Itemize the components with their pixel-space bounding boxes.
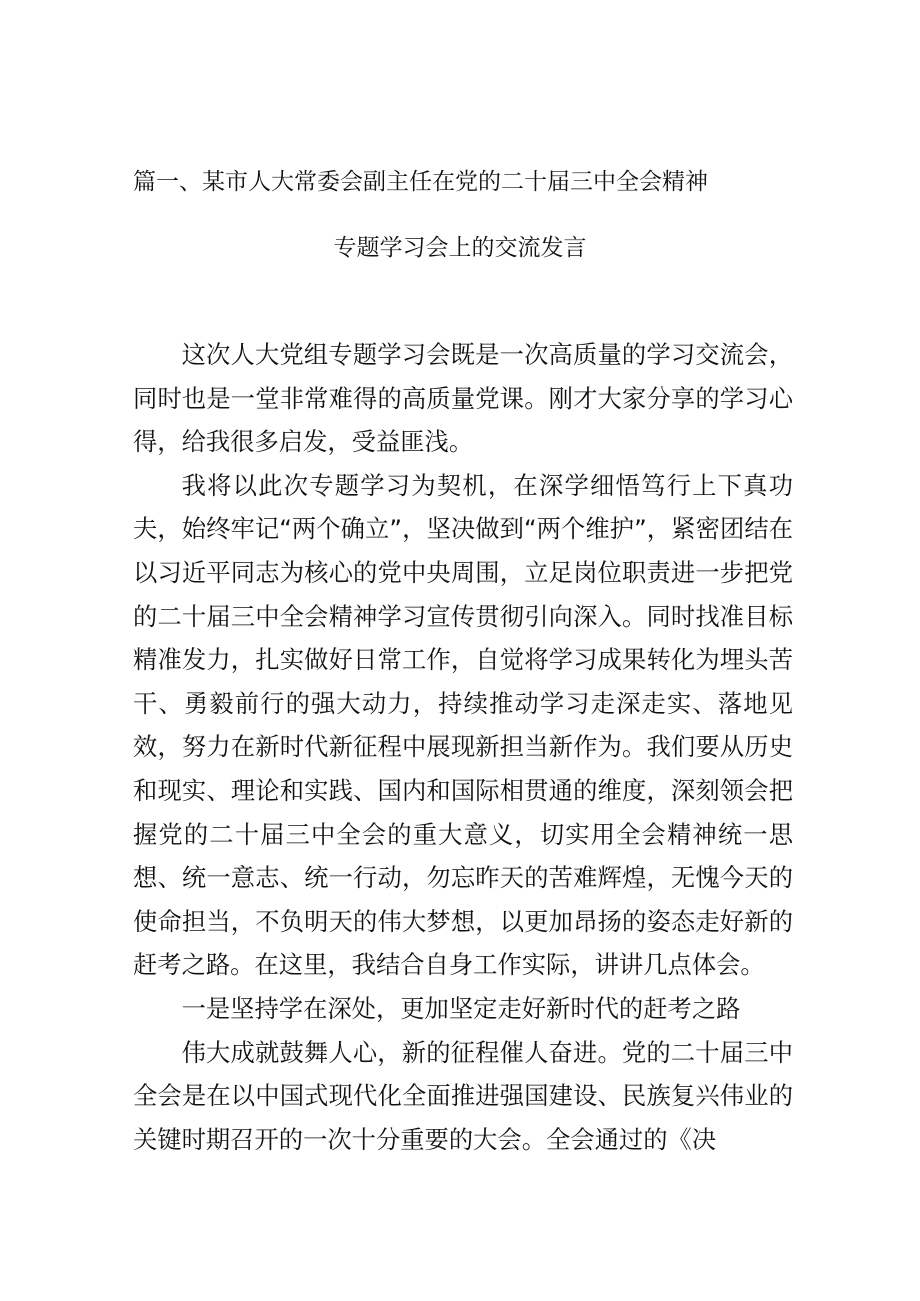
document-title: 篇一、某市人大常委会副主任在党的二十届三中全会精神: [133, 169, 708, 195]
paragraph-intro: 这次人大党组专题学习会既是一次高质量的学习交流会，同时也是一堂非常难得的高质量党课。刚才大家分享的学习心得，给我很多启发，受益匪浅。: [133, 340, 793, 457]
document-body: [133, 333, 793, 1161]
document-subtitle: 专题学习会上的交流发言: [333, 235, 587, 261]
paragraph-section-1: 伟大成就鼓舞人心，新的征程催人奋进。党的二十届三中全会是在以中国式现代化全面推进强国建设、民族复兴伟业的关键时期召开的一次十分重要的大会。全会通过的《决: [133, 1037, 793, 1154]
paragraph-commitment: 我将以此次专题学习为契机，在深学细悟笃行上下真功夫，始终牢记“两个确立”，坚决做到“两个维护”，紧密团结在以习近平同志为核心的党中央周围，立足岗位职责进一步把党的二十届三中全会精神学习宣传贯彻引向深入。同时找准目标精准发力，扎实做好日常工作，自觉将学习成果转化为埋头苦干、勇毅前行的强大动力，持续推动学习走深走实、落地见效，努力在新时代新征程中展现新担当新作为。我们要从历史和现实、理论和实践、国内和国际相贯通的维度，深刻领会把握党的二十届三中全会的重大意义，切实用全会精神统一思想、统一意志、统一行动，勿忘昨天的苦难辉煌，无愧今天的使命担当，不负明天的伟大梦想，以更加昂扬的姿态走好新的赶考之路。在这里，我结合自身工作实际，讲讲几点体会。: [133, 470, 793, 980]
section-heading-1: 一是坚持学在深处，更加坚定走好新时代的赶考之路: [181, 993, 741, 1023]
